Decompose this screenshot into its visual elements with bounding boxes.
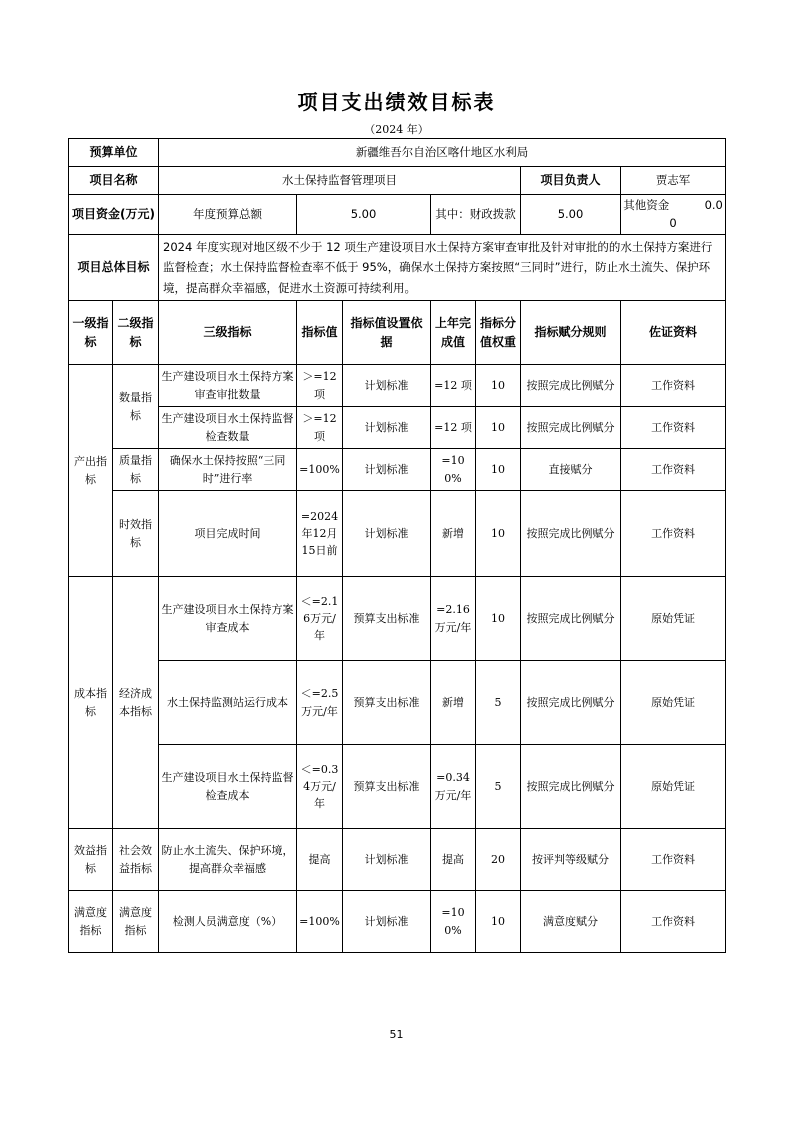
row-evidence: 工作资料	[621, 829, 726, 891]
row-evidence: 原始凭证	[621, 745, 726, 829]
table-row	[69, 491, 726, 577]
row-basis: 计划标准	[343, 365, 431, 407]
owner-value: 贾志军	[621, 167, 726, 195]
row-l3: 防止水土流失、保护环境，提高群众幸福感	[159, 829, 297, 891]
fiscal-label: 其中：财政拨款	[431, 195, 521, 235]
row-value: ＞=12项	[297, 407, 343, 449]
other-funds-value: 0.00	[669, 197, 723, 230]
page-number: 51	[389, 1028, 404, 1041]
table-row	[69, 891, 726, 953]
header-row	[69, 301, 726, 365]
row-last: =12 项	[431, 365, 476, 407]
year-label: （2024 年）	[364, 123, 429, 136]
header-level1: 一级指标	[69, 301, 113, 365]
page-title: 项目支出绩效目标表	[297, 90, 496, 114]
subgroup-social-benefit: 社会效益指标	[113, 829, 159, 891]
subgroup-quality: 质量指标	[113, 449, 159, 491]
header-weight: 指标分值权重	[476, 301, 521, 365]
row-rule: 按照完成比例赋分	[521, 577, 621, 661]
group-benefit: 效益指标	[69, 829, 113, 891]
row-value: ＜=0.34万元/年	[297, 745, 343, 829]
row-l3: 生产建设项目水土保持方案审查成本	[159, 577, 297, 661]
other-funds-label: 其他资金	[623, 197, 670, 212]
row-value: =100%	[297, 449, 343, 491]
row-evidence: 工作资料	[621, 365, 726, 407]
table-row	[69, 449, 726, 491]
row-rule: 按照完成比例赋分	[521, 661, 621, 745]
group-satisfaction: 满意度指标	[69, 891, 113, 953]
row-weight: 10	[476, 365, 521, 407]
row-basis: 计划标准	[343, 891, 431, 953]
row-rule: 按照完成比例赋分	[521, 365, 621, 407]
row-l3: 检测人员满意度（%）	[159, 891, 297, 953]
row-basis: 预算支出标准	[343, 745, 431, 829]
row-basis: 预算支出标准	[343, 661, 431, 745]
row-last: =0.34万元/年	[431, 745, 476, 829]
subgroup-timeliness: 时效指标	[113, 491, 159, 577]
goal-row	[69, 235, 726, 301]
table-row	[69, 829, 726, 891]
table-row	[69, 661, 726, 745]
header-value: 指标值	[297, 301, 343, 365]
header-rule: 指标赋分规则	[521, 301, 621, 365]
other-funds-cell	[621, 195, 726, 235]
row-rule: 满意度赋分	[521, 891, 621, 953]
table-row	[69, 365, 726, 407]
row-rule: 按照完成比例赋分	[521, 491, 621, 577]
row-rule: 直接赋分	[521, 449, 621, 491]
row-evidence: 工作资料	[621, 891, 726, 953]
project-name-row	[69, 167, 726, 195]
row-l3: 生产建设项目水土保持监督检查数量	[159, 407, 297, 449]
row-evidence: 原始凭证	[621, 577, 726, 661]
goal-label: 项目总体目标	[69, 235, 159, 301]
budget-unit-value: 新疆维吾尔自治区喀什地区水利局	[159, 139, 726, 167]
annual-budget-label: 年度预算总额	[159, 195, 297, 235]
funds-label: 项目资金(万元)	[69, 195, 159, 235]
header-last-year: 上年完成值	[431, 301, 476, 365]
group-cost: 成本指标	[69, 577, 113, 829]
row-evidence: 工作资料	[621, 407, 726, 449]
row-l3: 生产建设项目水土保持方案审查审批数量	[159, 365, 297, 407]
row-value: ＜=2.5万元/年	[297, 661, 343, 745]
row-value: =100%	[297, 891, 343, 953]
row-weight: 10	[476, 891, 521, 953]
subgroup-satisfaction: 满意度指标	[113, 891, 159, 953]
project-name-value: 水土保持监督管理项目	[159, 167, 521, 195]
funds-row	[69, 195, 726, 235]
row-value: =2024年12月15日前	[297, 491, 343, 577]
fiscal-value: 5.00	[521, 195, 621, 235]
row-rule: 按照完成比例赋分	[521, 745, 621, 829]
row-value: 提高	[297, 829, 343, 891]
row-value: ＜=2.16万元/年	[297, 577, 343, 661]
table-row	[69, 745, 726, 829]
row-last: =100%	[431, 891, 476, 953]
owner-label: 项目负责人	[521, 167, 621, 195]
subgroup-quantity: 数量指标	[113, 365, 159, 449]
row-weight: 10	[476, 449, 521, 491]
row-l3: 水土保持监测站运行成本	[159, 661, 297, 745]
header-basis: 指标值设置依据	[343, 301, 431, 365]
row-last: =100%	[431, 449, 476, 491]
performance-table	[68, 138, 726, 953]
row-last: =12 项	[431, 407, 476, 449]
row-basis: 计划标准	[343, 829, 431, 891]
row-weight: 10	[476, 407, 521, 449]
row-last: =2.16万元/年	[431, 577, 476, 661]
group-output: 产出指标	[69, 365, 113, 577]
row-evidence: 工作资料	[621, 491, 726, 577]
row-weight: 10	[476, 577, 521, 661]
row-basis: 预算支出标准	[343, 577, 431, 661]
row-evidence: 工作资料	[621, 449, 726, 491]
table-row	[69, 407, 726, 449]
row-weight: 20	[476, 829, 521, 891]
subgroup-economic-cost: 经济成本指标	[113, 577, 159, 829]
row-rule: 按评判等级赋分	[521, 829, 621, 891]
row-l3: 项目完成时间	[159, 491, 297, 577]
row-weight: 10	[476, 491, 521, 577]
row-evidence: 原始凭证	[621, 661, 726, 745]
row-basis: 计划标准	[343, 407, 431, 449]
header-level3: 三级指标	[159, 301, 297, 365]
row-value: ＞=12项	[297, 365, 343, 407]
row-last: 新增	[431, 491, 476, 577]
row-weight: 5	[476, 661, 521, 745]
project-name-label: 项目名称	[69, 167, 159, 195]
table-row	[69, 577, 726, 661]
budget-unit-label: 预算单位	[69, 139, 159, 167]
row-rule: 按照完成比例赋分	[521, 407, 621, 449]
header-evidence: 佐证资料	[621, 301, 726, 365]
row-l3: 生产建设项目水土保持监督检查成本	[159, 745, 297, 829]
header-level2: 二级指标	[113, 301, 159, 365]
row-weight: 5	[476, 745, 521, 829]
row-last: 提高	[431, 829, 476, 891]
row-last: 新增	[431, 661, 476, 745]
row-basis: 计划标准	[343, 449, 431, 491]
row-l3: 确保水土保持按照“三同时”进行率	[159, 449, 297, 491]
budget-unit-row	[69, 139, 726, 167]
annual-budget-value: 5.00	[297, 195, 431, 235]
row-basis: 计划标准	[343, 491, 431, 577]
goal-text: 2024 年度实现对地区级不少于 12 项生产建设项目水土保持方案审查审批及针对审批的的水土保持方案进行监督检查；水土保持监督检查率不低于 95%，确保水土保持方案按照“三同时”进行，防止水土流失、保护环境，提高群众幸福感，促进水土资源可持续利用。	[159, 235, 726, 301]
